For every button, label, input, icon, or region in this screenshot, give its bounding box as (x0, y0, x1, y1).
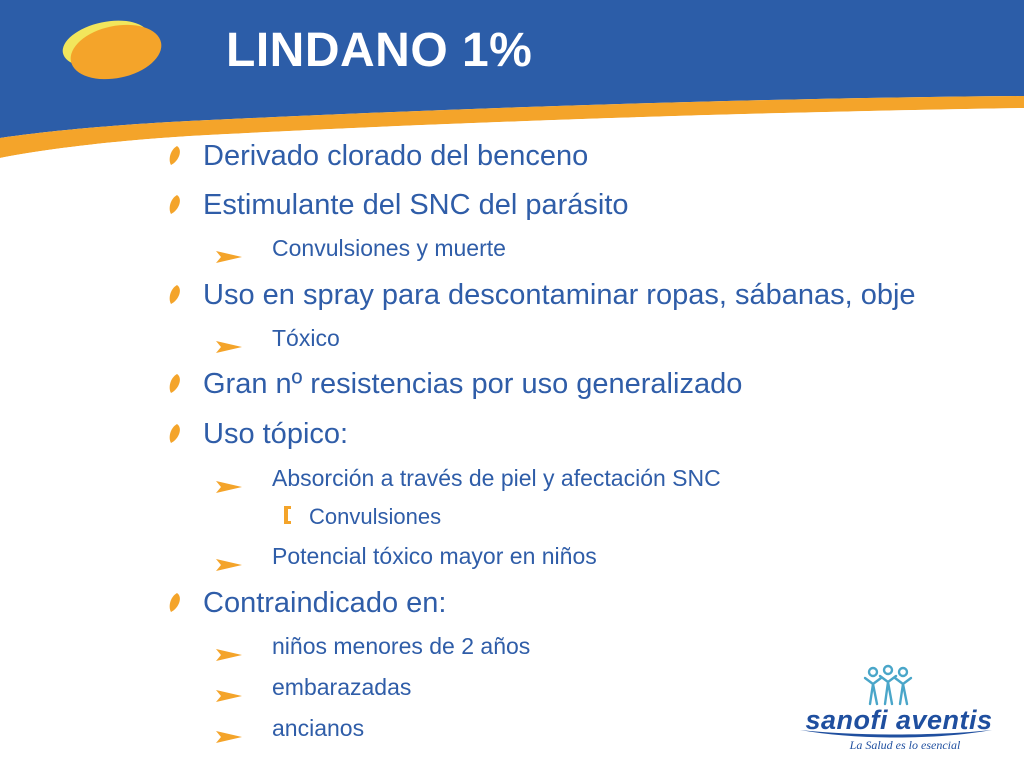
slide-title: LINDANO 1% (226, 24, 533, 77)
bullet-text: embarazadas (272, 674, 412, 700)
people-figures-icon (860, 664, 916, 708)
logo-wordmark: sanofi aventis (805, 705, 993, 735)
orange-arrow-icon (216, 480, 242, 494)
bullet-text: Derivado clorado del benceno (203, 140, 589, 172)
bullet-text: Contraindicado en: (203, 587, 447, 619)
orange-leaf-icon (165, 194, 185, 216)
bullet-text: ancianos (272, 715, 365, 741)
orange-leaf-icon (165, 423, 185, 445)
orange-leaf-icon (165, 145, 185, 167)
orange-leaf-icon (165, 592, 185, 614)
bullet-text: Convulsiones (309, 504, 442, 529)
bullet-text: Uso en spray para descontaminar ropas, sábanas, obje (203, 279, 916, 311)
bullet-text: Tóxico (272, 325, 340, 351)
orange-bracket-icon (281, 505, 293, 525)
orange-arrow-icon (216, 340, 242, 354)
orange-leaf-icon (165, 373, 185, 395)
logo-tagline: La Salud es lo esencial (849, 738, 961, 752)
bullet-text: niños menores de 2 años (272, 633, 531, 659)
bullet-text: Convulsiones y muerte (272, 235, 506, 261)
orange-arrow-icon (216, 648, 242, 662)
bullet-text: Gran nº resistencias por uso generalizado (203, 368, 743, 400)
orange-arrow-icon (216, 689, 242, 703)
bullet-text: Uso tópico: (203, 418, 349, 450)
orange-arrow-icon (216, 250, 242, 264)
bullet-text: Absorción a través de piel y afectación SNC (272, 465, 721, 491)
bullet-text: Estimulante del SNC del parásito (203, 189, 629, 221)
orange-arrow-icon (216, 558, 242, 572)
bullet-text: Potencial tóxico mayor en niños (272, 543, 597, 569)
orange-leaf-icon (165, 284, 185, 306)
orange-arrow-icon (216, 730, 242, 744)
sanofi-aventis-logo (796, 664, 996, 760)
